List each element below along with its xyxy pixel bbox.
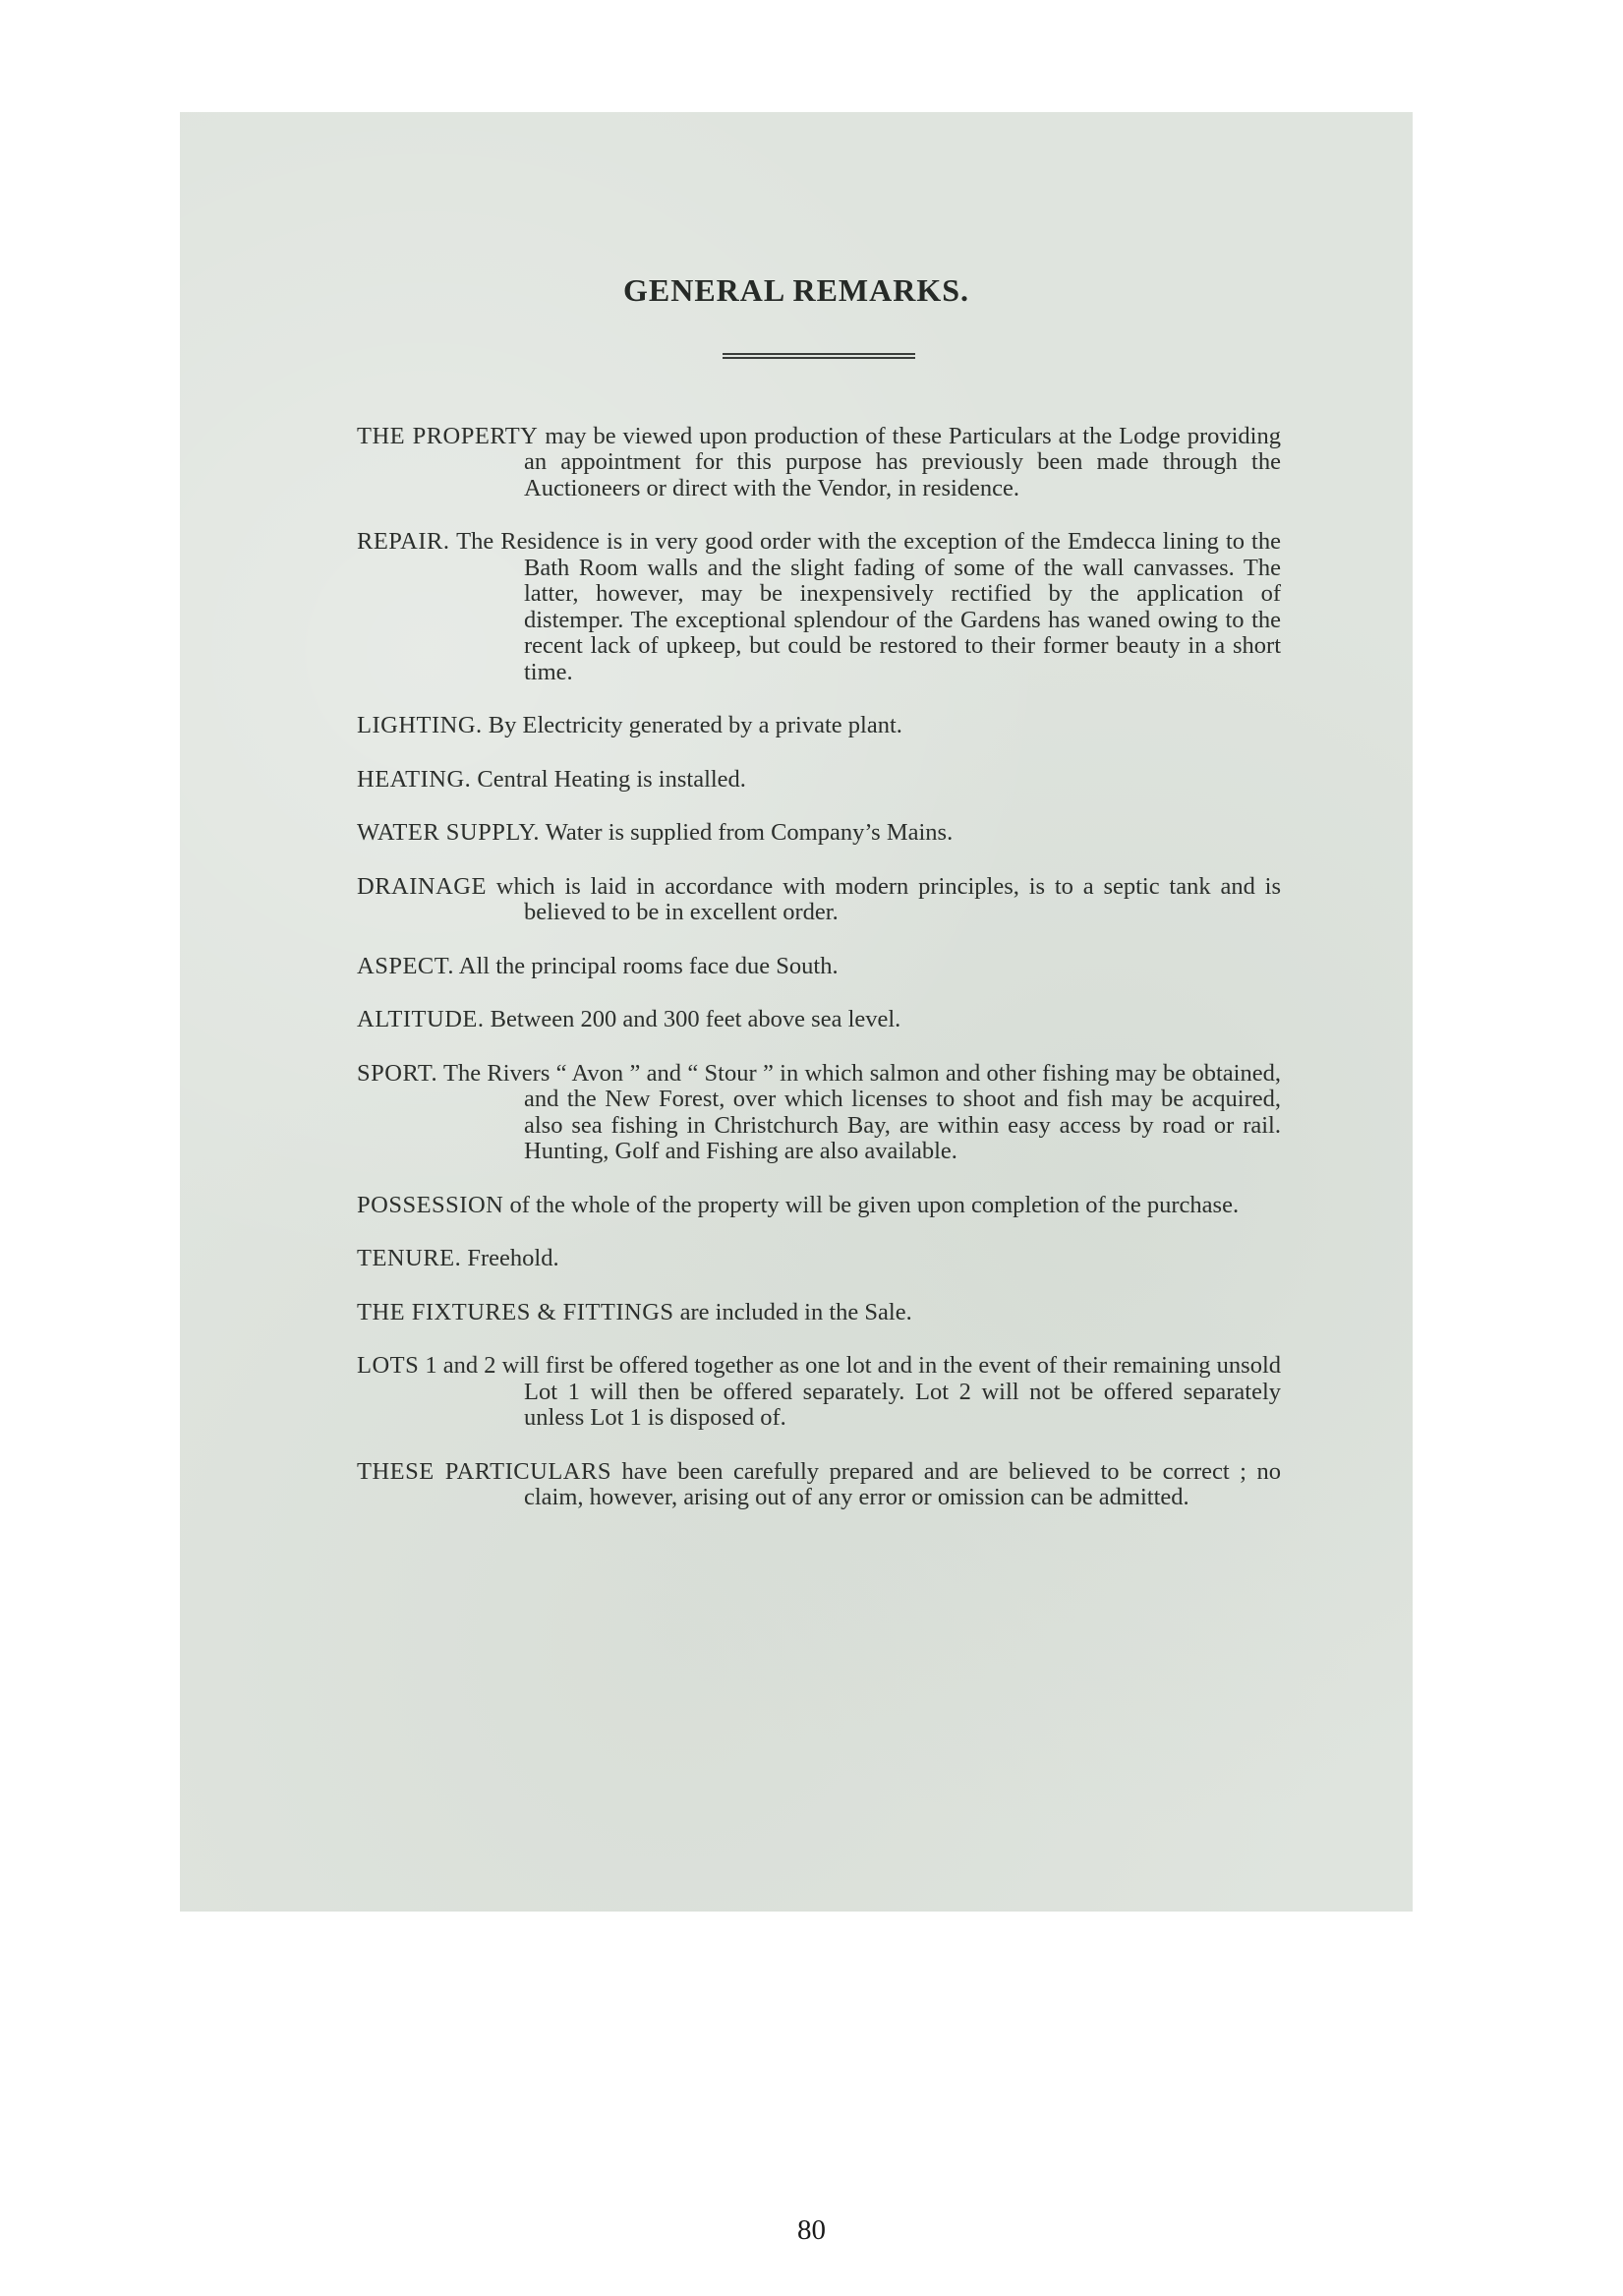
remark-text: The Residence is in very good order with the exception of the Emdecca lining to the Bath Room walls and the slight fading of some of the wall canvasses. The latter, however, may be inexpensively rectified by the application of distemper. The exceptional splendour of the Gardens has waned owing to the recent lack of upkeep, but could be restored to their former beauty in a short time. <box>449 528 1281 685</box>
remark-lighting <box>357 713 1281 739</box>
remark-heading: WATER SUPPLY. <box>357 819 541 846</box>
remark-aspect <box>357 954 1281 980</box>
remark-text: have been carefully prepared and are believed to be correct ; no claim, however, arising out of any error or omission can be admitted. <box>524 1457 1281 1510</box>
remark-heading: LIGHTING. <box>357 712 483 738</box>
remark-altitude <box>357 1007 1281 1033</box>
remark-sport <box>357 1061 1281 1165</box>
remark-heading: DRAINAGE <box>357 872 487 900</box>
remark-property <box>357 424 1281 502</box>
remark-text: Between 200 and 300 feet above sea level. <box>484 1006 901 1032</box>
remark-lots <box>357 1353 1281 1432</box>
remark-text: Freehold. <box>461 1245 559 1271</box>
remark-text: By Electricity generated by a private plant. <box>482 712 902 738</box>
remark-heading: SPORT. <box>357 1059 438 1087</box>
remark-text: which is laid in accordance with modern principles, is to a septic tank and is believed to be in excellent order. <box>486 872 1281 925</box>
remark-heading: THESE PARTICULARS <box>357 1457 611 1485</box>
remark-heading: THE PROPERTY <box>357 422 539 449</box>
remark-text: 1 and 2 will first be offered together as one lot and in the event of their remaining unsold Lot 1 will then be offered separately. Lot 2 will not be offered separately unless Lot 1 is disposed of. <box>419 1352 1281 1431</box>
remark-water-supply <box>357 820 1281 847</box>
page-title: GENERAL REMARKS. <box>622 272 970 308</box>
title-double-rule <box>723 353 915 359</box>
remark-heating <box>357 767 1281 794</box>
remark-text: are included in the Sale. <box>673 1298 912 1325</box>
remark-text: may be viewed upon production of these Particulars at the Lodge providing an appointment for this purpose has previously been made through the Auctioneers or direct with the Vendor, in residence. <box>524 422 1281 501</box>
document-sheet <box>180 112 1413 1912</box>
remark-text: The Rivers “ Avon ” and “ Stour ” in which salmon and other fishing may be obtained, and the New Forest, over which licenses to shoot and fish may be acquired, also sea fishing in Christchurch Bay, are within easy access by road or rail. Hunting, Golf and Fishing are also available. <box>437 1059 1281 1164</box>
remark-heading: HEATING. <box>357 765 472 793</box>
remark-possession <box>357 1193 1281 1219</box>
page-number: 80 <box>797 2214 826 2246</box>
remark-heading: ALTITUDE. <box>357 1006 485 1032</box>
remark-text: Water is supplied from Company’s Mains. <box>540 819 954 846</box>
remark-fixtures-fittings <box>357 1300 1281 1326</box>
remark-text: All the principal rooms face due South. <box>454 952 839 979</box>
remark-particulars <box>357 1459 1281 1511</box>
remark-text: Central Heating is installed. <box>471 765 746 793</box>
remark-heading: TENURE. <box>357 1245 462 1271</box>
remark-text: of the whole of the property will be given upon completion of the purchase. <box>503 1191 1240 1218</box>
remark-heading: THE FIXTURES & FITTINGS <box>357 1298 674 1325</box>
remarks-list <box>357 399 1281 1539</box>
remark-heading: REPAIR. <box>357 528 450 555</box>
remark-repair <box>357 529 1281 685</box>
remark-heading: POSSESSION <box>357 1191 504 1218</box>
remark-heading: ASPECT. <box>357 952 455 979</box>
remark-drainage <box>357 874 1281 926</box>
remark-tenure <box>357 1246 1281 1272</box>
remark-heading: LOTS <box>357 1352 420 1379</box>
